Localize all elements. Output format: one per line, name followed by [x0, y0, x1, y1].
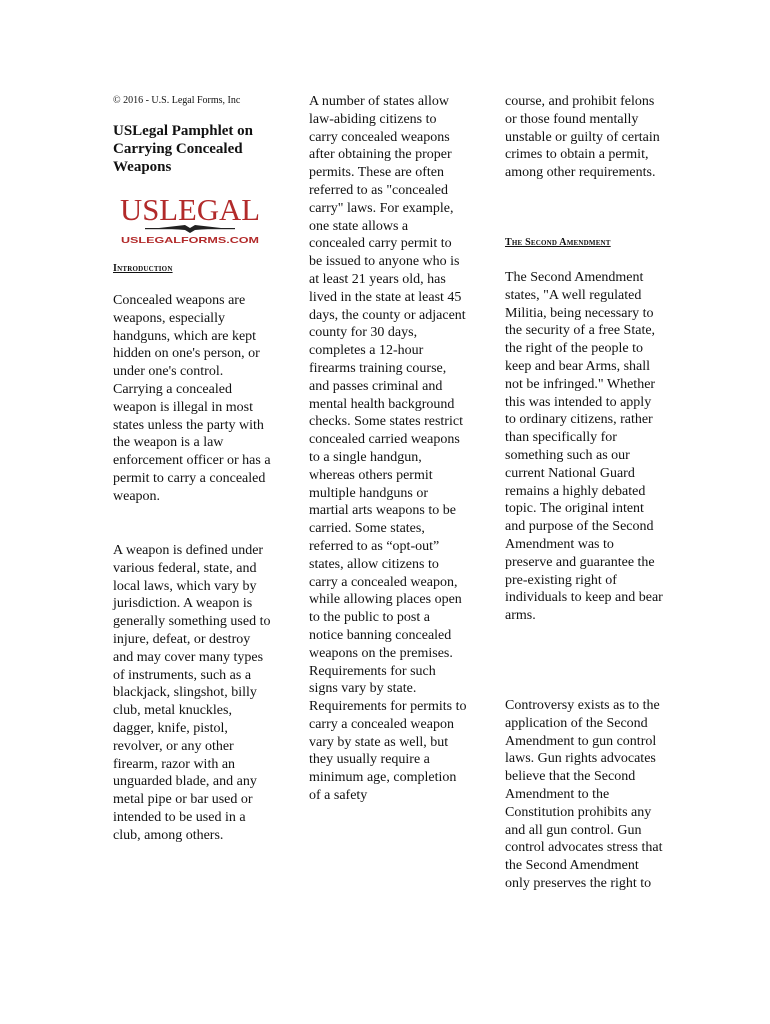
uslegal-logo: [115, 190, 265, 246]
introduction-paragraph-1: Concealed weapons are weapons, especially handguns, which are kept hidden on one's person, or under one's control. Carrying a concealed weapon is illegal in most states unless the party with the weapon is a law enforcement officer or has a permit to carry a concealed weapon.: [113, 293, 271, 504]
continuation-paragraph: course, and prohibit felons or those found mentally unstable or guilty of certain crimes to obtain a permit, among other requirements.: [505, 94, 660, 181]
concealed-carry-paragraph: A number of states allow law-abiding citizens to carry concealed weapons after obtaining the proper permits. These are often referred to as "concealed carry" laws. For example, one state allows a concealed carry permit to be issued to anyone who is at least 21 years old, has lived in the state at least 45 days, the county or adjacent county for 30 days, completes a 12-hour firearms training course, and passes criminal and mental health background checks. Some states restrict concealed carried weapons to a single handgun, whereas others permit multiple handguns or martial arts weapons to be carried. Some states, referred to as “opt-out” states, allow citizens to carry a concealed weapon, while allowing places open to the public to post a notice banning concealed weapons on the premises. Requirements for such signs vary by state. Requirements for permits to carry a concealed weapon vary by state as well, but they usually require a minimum age, completion of a safety: [309, 94, 467, 804]
second-amendment-heading: The Second Amendment: [505, 237, 611, 248]
logo-wordmark: USLEGAL: [120, 192, 260, 227]
document-title: USLegal Pamphlet on Carrying Concealed Weapons: [113, 123, 254, 175]
introduction-heading: Introduction: [113, 263, 173, 274]
second-amendment-paragraph-2: Controversy exists as to the application of the Second Amendment to gun control laws. Gun rights advocates believe that the Second Amendment to the Constitution prohibits any and all gun control. Gun control advocates stress that the Second Amendment only preserves the right to: [505, 698, 663, 891]
introduction-paragraph-2: A weapon is defined under various federal, state, and local laws, which vary by jurisdiction. A weapon is generally something used to injure, defeat, or destroy and may cover many types of instruments, such as a blackjack, slingshot, billy club, metal knuckles, dagger, knife, pistol, revolver, or any other firearm, razor with an unguarded blade, and any metal pipe or bar used or intended to be used in a club, among others.: [113, 543, 271, 843]
second-amendment-paragraph-1: The Second Amendment states, "A well regulated Militia, being necessary to the security of a free State, the right of the people to keep and bear Arms, shall not be infringed." Whether this was intended to apply to ordinary citizens, rather than specifically for something such as our current National Guard remains a highly debated topic. The original intent and purpose of the Second Amendment was to preserve and guarantee the pre-existing right of individuals to keep and bear arms.: [505, 270, 663, 624]
copyright-notice: © 2016 - U.S. Legal Forms, Inc: [113, 95, 241, 106]
logo-url: USLEGALFORMS.COM: [121, 235, 259, 245]
